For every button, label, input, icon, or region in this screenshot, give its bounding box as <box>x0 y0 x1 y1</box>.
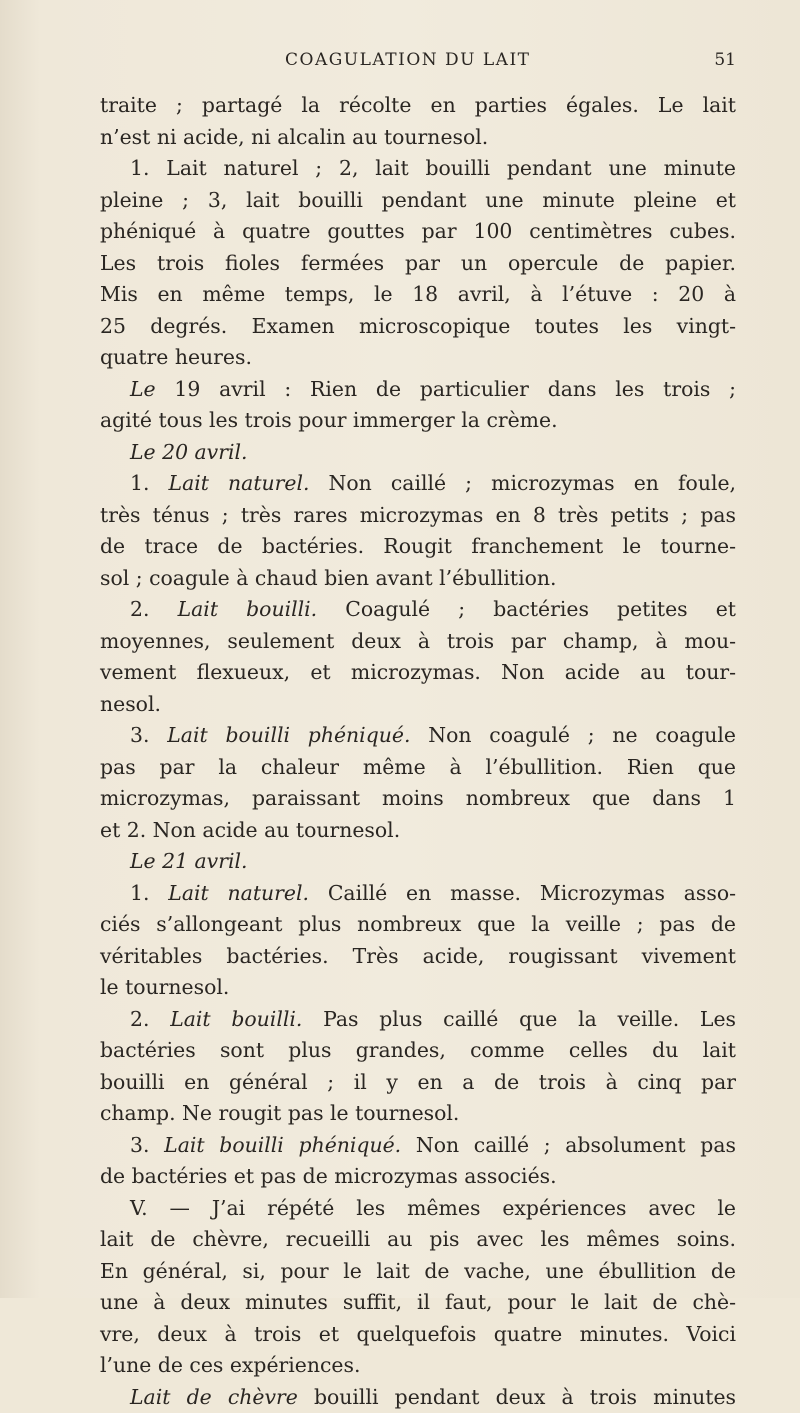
running-title: COAGULATION DU LAIT <box>285 50 531 70</box>
text-line <box>100 783 736 815</box>
text-line <box>100 311 736 343</box>
line-text: bouilli en général ; il y en a de trois à cinq par <box>100 1070 736 1094</box>
body-text <box>100 90 736 1413</box>
text-line <box>100 153 736 185</box>
running-header <box>100 50 736 76</box>
text-line <box>100 1004 736 1036</box>
line-text: bouilli pendant deux à trois minutes <box>298 1385 736 1409</box>
line-text: et 2. Non acide au tournesol. <box>100 818 400 842</box>
line-text: Les trois fioles fermées par un opercule de papier. <box>100 251 736 275</box>
italic-text: Lait naturel. <box>169 471 310 495</box>
text-line <box>100 1256 736 1288</box>
text-line <box>100 1287 736 1319</box>
line-text: 25 degrés. Examen microscopique toutes les vingt- <box>100 314 736 338</box>
text-line <box>100 1319 736 1351</box>
line-text: vement flexueux, et microzymas. Non acide au tour- <box>100 660 736 684</box>
text-line <box>100 1098 736 1130</box>
italic-text: Lait de chèvre <box>130 1385 298 1409</box>
text-line <box>100 563 736 595</box>
line-text: très ténus ; très rares microzymas en 8 très petits ; pas <box>100 503 736 527</box>
text-line <box>100 342 736 374</box>
italic-text: Lait bouilli phéniqué. <box>167 723 410 747</box>
text-line <box>100 500 736 532</box>
line-text: nesol. <box>100 692 161 716</box>
text-line <box>100 878 736 910</box>
line-text: En général, si, pour le lait de vache, une ébullition de <box>100 1259 736 1283</box>
line-text: Mis en même temps, le 18 avril, à l’étuve : 20 à <box>100 282 736 306</box>
italic-text: Lait naturel. <box>168 881 309 905</box>
text-line <box>100 909 736 941</box>
line-text: une à deux minutes suffit, il faut, pour le lait de chè- <box>100 1290 736 1314</box>
text-line <box>100 846 736 878</box>
text-line <box>100 468 736 500</box>
line-text: 3. <box>130 1133 164 1157</box>
text-line <box>100 1067 736 1099</box>
line-text: 2. <box>130 597 178 621</box>
line-text: champ. Ne rougit pas le tournesol. <box>100 1101 459 1125</box>
line-text: Caillé en masse. Microzymas asso- <box>309 881 736 905</box>
text-line <box>100 374 736 406</box>
text-line <box>100 972 736 1004</box>
text-line <box>100 626 736 658</box>
line-text: n’est ni acide, ni alcalin au tournesol. <box>100 125 488 149</box>
line-text: 1. <box>130 156 166 180</box>
line-text: de bactéries et pas de microzymas associés. <box>100 1164 557 1188</box>
line-text: Pas plus caillé que la veille. Les <box>302 1007 736 1031</box>
line-text: sol ; coagule à chaud bien avant l’ébullition. <box>100 566 557 590</box>
line-text: Lait naturel ; 2, lait bouilli pendant une minute <box>166 156 736 180</box>
line-text: 1. <box>130 881 168 905</box>
text-line <box>100 1350 736 1382</box>
line-text: de trace de bactéries. Rougit franchement le tourne- <box>100 534 736 558</box>
line-text: le tournesol. <box>100 975 229 999</box>
text-line <box>100 216 736 248</box>
text-line <box>100 720 736 752</box>
page-number: 51 <box>714 50 736 70</box>
text-line <box>100 279 736 311</box>
italic-text: Lait bouilli. <box>170 1007 302 1031</box>
line-text: véritables bactéries. Très acide, rougissant vivement <box>100 944 736 968</box>
line-text: Coagulé ; bactéries petites et <box>317 597 736 621</box>
line-text: bactéries sont plus grandes, comme celles du lait <box>100 1038 736 1062</box>
text-line <box>100 657 736 689</box>
text-line <box>100 90 736 122</box>
line-text: vre, deux à trois et quelquefois quatre minutes. Voici <box>100 1322 736 1346</box>
italic-text: Le 21 avril. <box>130 849 247 873</box>
line-text: pleine ; 3, lait bouilli pendant une minute pleine et <box>100 188 736 212</box>
text-line <box>100 405 736 437</box>
text-line <box>100 1224 736 1256</box>
italic-text: Lait bouilli. <box>178 597 318 621</box>
line-text: 19 avril : Rien de particulier dans les trois ; <box>156 377 736 401</box>
text-line <box>100 1193 736 1225</box>
text-line <box>100 185 736 217</box>
text-line <box>100 1161 736 1193</box>
text-line <box>100 248 736 280</box>
line-text: quatre heures. <box>100 345 252 369</box>
text-line <box>100 122 736 154</box>
line-text: l’une de ces expériences. <box>100 1353 360 1377</box>
text-line <box>100 1382 736 1413</box>
line-text: phéniqué à quatre gouttes par 100 centimètres cubes. <box>100 219 736 243</box>
line-text: agité tous les trois pour immerger la crème. <box>100 408 558 432</box>
line-text: pas par la chaleur même à l’ébullition. Rien que <box>100 755 736 779</box>
line-text: moyennes, seulement deux à trois par champ, à mou- <box>100 629 736 653</box>
text-line <box>100 689 736 721</box>
text-line <box>100 941 736 973</box>
italic-text: Le <box>130 377 156 401</box>
text-line <box>100 752 736 784</box>
text-line <box>100 1035 736 1067</box>
line-text: 1. <box>130 471 169 495</box>
text-line <box>100 437 736 469</box>
text-line <box>100 594 736 626</box>
line-text: 3. <box>130 723 167 747</box>
line-text: traite ; partagé la récolte en parties égales. Le lait <box>100 93 736 117</box>
line-text: Non caillé ; microzymas en foule, <box>309 471 736 495</box>
line-text: Non coagulé ; ne coagule <box>410 723 736 747</box>
text-line <box>100 1130 736 1162</box>
text-line <box>100 531 736 563</box>
line-text: microzymas, paraissant moins nombreux que dans 1 <box>100 786 736 810</box>
line-text: Non caillé ; absolument pas <box>401 1133 736 1157</box>
line-text: V. — J’ai répété les mêmes expériences avec le <box>130 1196 736 1220</box>
line-text: 2. <box>130 1007 170 1031</box>
italic-text: Lait bouilli phéniqué. <box>164 1133 401 1157</box>
line-text: lait de chèvre, recueilli au pis avec les mêmes soins. <box>100 1227 736 1251</box>
line-text: ciés s’allongeant plus nombreux que la veille ; pas de <box>100 912 736 936</box>
italic-text: Le 20 avril. <box>130 440 247 464</box>
text-line <box>100 815 736 847</box>
